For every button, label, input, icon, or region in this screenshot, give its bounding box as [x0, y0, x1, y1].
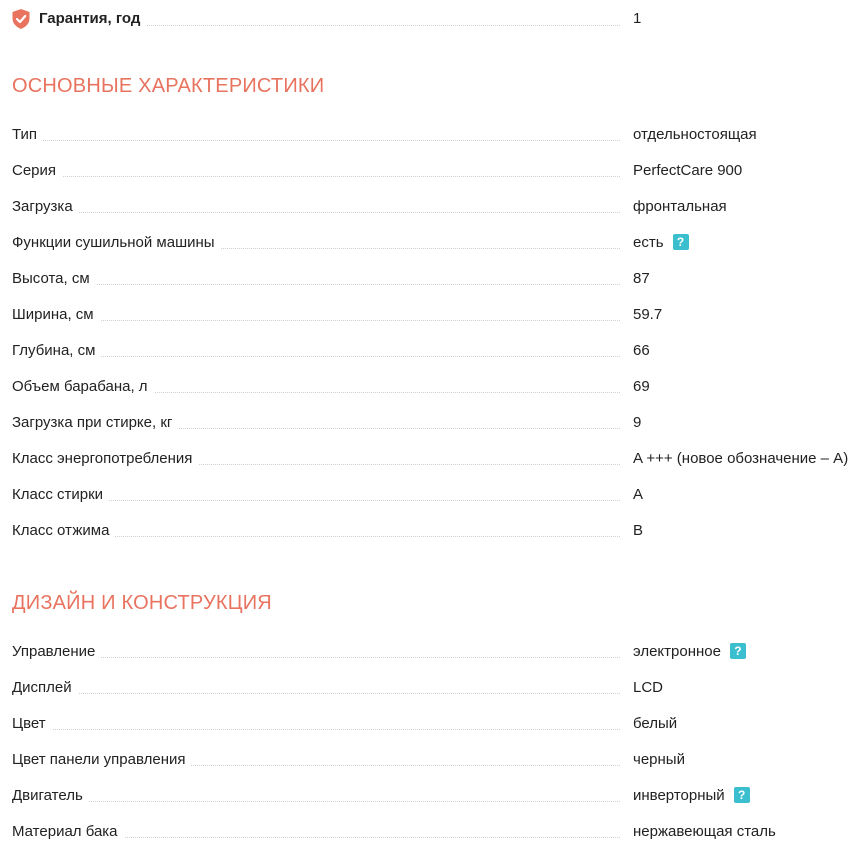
- spec-row: [0, 513, 863, 549]
- spec-label: Цвет: [12, 706, 52, 742]
- spec-label: Материал бака: [12, 814, 124, 850]
- spec-label: Класс стирки: [12, 477, 109, 513]
- spec-value-group: [633, 153, 742, 189]
- spec-value: инверторный: [633, 787, 725, 804]
- spec-value-group: [633, 261, 650, 297]
- spec-row: [0, 477, 863, 513]
- spec-label: Загрузка: [12, 189, 79, 225]
- row-divider: [12, 212, 620, 213]
- spec-label: Класс энергопотребления: [12, 441, 198, 477]
- row-divider: [12, 693, 620, 694]
- spec-value: 87: [633, 270, 650, 287]
- row-divider: [12, 284, 620, 285]
- spec-value-group: [633, 477, 643, 513]
- warranty-value: 1: [633, 10, 642, 27]
- spec-label: Функции сушильной машины: [12, 225, 221, 261]
- shield-check-icon: [12, 9, 30, 29]
- spec-row: [0, 225, 863, 261]
- spec-value-group: [633, 441, 848, 477]
- spec-row: [0, 369, 863, 405]
- spec-label: Высота, см: [12, 261, 96, 297]
- warranty-row: [0, 0, 863, 38]
- spec-value-group: [633, 297, 662, 333]
- spec-label: Двигатель: [12, 778, 89, 814]
- spec-value: A +++ (новое обозначение – A): [633, 450, 849, 467]
- spec-value-group: [633, 670, 663, 706]
- spec-label: Объем барабана, л: [12, 369, 154, 405]
- spec-value: 9: [633, 414, 642, 431]
- spec-label: Ширина, см: [12, 297, 100, 333]
- spec-value: черный: [633, 751, 685, 768]
- spec-value-group: [633, 634, 746, 670]
- spec-value-group: [633, 706, 677, 742]
- spec-value: нержавеющая сталь: [633, 823, 776, 840]
- row-divider: [12, 801, 620, 802]
- spec-value: A: [633, 486, 644, 503]
- spec-row: [0, 405, 863, 441]
- spec-value-group: [633, 117, 757, 153]
- spec-value-group: [633, 369, 650, 405]
- spec-row: [0, 742, 863, 778]
- spec-value: есть: [633, 234, 664, 251]
- spec-value-group: [633, 225, 689, 261]
- help-icon[interactable]: ?: [734, 787, 750, 803]
- warranty-label-group: [12, 0, 146, 38]
- spec-value: B: [633, 522, 644, 539]
- spec-row: [0, 189, 863, 225]
- help-icon[interactable]: ?: [673, 234, 689, 250]
- spec-value-group: [633, 513, 643, 549]
- spec-value-group: [633, 333, 650, 369]
- spec-value: LCD: [633, 679, 664, 696]
- spec-value-group: [633, 189, 727, 225]
- section-design: [0, 634, 863, 850]
- spec-value-group: [633, 814, 776, 850]
- spec-row: [0, 706, 863, 742]
- spec-row: [0, 670, 863, 706]
- spec-label: Серия: [12, 153, 62, 189]
- help-icon[interactable]: ?: [730, 643, 746, 659]
- row-divider: [12, 176, 620, 177]
- spec-label: Цвет панели управления: [12, 742, 191, 778]
- warranty-label: Гарантия, год: [39, 10, 141, 27]
- spec-label: Дисплей: [12, 670, 78, 706]
- spec-value-group: [633, 778, 750, 814]
- spec-row: [0, 333, 863, 369]
- section-title-main-specs: ОСНОВНЫЕ ХАРАКТЕРИСТИКИ: [12, 75, 325, 97]
- row-divider: [12, 140, 620, 141]
- spec-row: [0, 441, 863, 477]
- row-divider: [12, 356, 620, 357]
- spec-row: [0, 814, 863, 850]
- spec-label: Глубина, см: [12, 333, 101, 369]
- row-divider: [12, 729, 620, 730]
- spec-value-group: [633, 405, 641, 441]
- spec-value: фронтальная: [633, 198, 727, 215]
- spec-label: Тип: [12, 117, 43, 153]
- spec-value: белый: [633, 715, 678, 732]
- spec-value: отдельностоящая: [633, 126, 757, 143]
- row-divider: [12, 657, 620, 658]
- spec-row: [0, 117, 863, 153]
- spec-value: 69: [633, 378, 650, 395]
- spec-value: PerfectCare 900: [633, 162, 743, 179]
- spec-value: 66: [633, 342, 650, 359]
- spec-value: электронное: [633, 643, 721, 660]
- row-divider: [12, 320, 620, 321]
- spec-value: 59.7: [633, 306, 663, 323]
- spec-row: [0, 153, 863, 189]
- section-title-design: ДИЗАЙН И КОНСТРУКЦИЯ: [12, 592, 272, 614]
- spec-row: [0, 297, 863, 333]
- section-main-specs: [0, 117, 863, 549]
- spec-label: Класс отжима: [12, 513, 115, 549]
- spec-row: [0, 778, 863, 814]
- spec-label: Управление: [12, 634, 101, 670]
- spec-row: [0, 634, 863, 670]
- spec-row: [0, 261, 863, 297]
- spec-value-group: [633, 742, 685, 778]
- spec-label: Загрузка при стирке, кг: [12, 405, 178, 441]
